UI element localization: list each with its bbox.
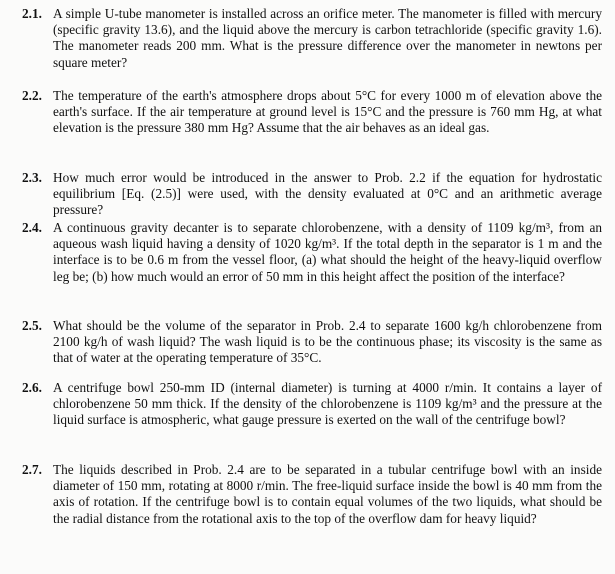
- problem-2-5: [22, 318, 602, 367]
- problem-text: How much error would be introduced in the answer to Prob. 2.2 if the equation for hydrostatic equilibrium [Eq. (2.5)] were used, with the density evaluated at 0°C and an arithmetic average pressure?: [53, 170, 602, 218]
- problem-number: 2.2.: [22, 88, 42, 103]
- problem-text: A simple U-tube manometer is installed across an orifice meter. The manometer is filled with mercury (specific gravity 13.6), and the liquid above the mercury is carbon tetrachloride (specific gravity 1.6). The manometer reads 200 mm. What is the pressure difference over the manometer in newtons per square meter?: [53, 6, 602, 70]
- problem-number: 2.4.: [22, 220, 42, 235]
- problem-number: 2.7.: [22, 462, 42, 477]
- problem-2-1: [22, 6, 602, 71]
- problem-text: A centrifuge bowl 250-mm ID (internal diameter) is turning at 4000 r/min. It contains a layer of chlorobenzene 50 mm thick. If the density of the chlorobenzene is 1109 kg/m³ and the pressure at the liquid surface is atmospheric, what gauge pressure is exerted on the wall of the centrifuge bowl?: [53, 380, 602, 428]
- problem-number: 2.3.: [22, 170, 42, 185]
- problem-text: What should be the volume of the separator in Prob. 2.4 to separate 1600 kg/h chlorobenzene from 2100 kg/h of wash liquid? The wash liquid is to be the continuous phase; its viscosity is the same as that of water at the operating temperature of 35°C.: [53, 318, 602, 366]
- problem-2-6: [22, 380, 602, 429]
- problem-text: The temperature of the earth's atmosphere drops about 5°C for every 1000 m of elevation above the earth's surface. If the air temperature at ground level is 15°C and the pressure is 760 mm Hg, at what elevation is the pressure 380 mm Hg? Assume that the air behaves as an ideal gas.: [53, 88, 602, 136]
- problem-2-4: [22, 220, 602, 285]
- problem-text: The liquids described in Prob. 2.4 are to be separated in a tubular centrifuge bowl with an inside diameter of 150 mm, rotating at 8000 r/min. The free-liquid surface inside the bowl is 40 mm from the axis of rotation. If the centrifuge bowl is to contain equal volumes of the two liquids, what should be the radial distance from the rotational axis to the top of the overflow dam for heavy liquid?: [53, 462, 602, 526]
- problem-2-3: [22, 170, 602, 219]
- problem-text: A continuous gravity decanter is to separate chlorobenzene, with a density of 1109 kg/m³, from an aqueous wash liquid having a density of 1020 kg/m³. If the total depth in the separator is 1 m and the interface is to be 0.6 m from the vessel floor, (a) what should the height of the heavy-liquid overflow leg be; (b) how much would an error of 50 mm in this height affect the position of the interface?: [53, 220, 602, 284]
- problem-number: 2.5.: [22, 318, 42, 333]
- problem-number: 2.6.: [22, 380, 42, 395]
- problem-2-7: [22, 462, 602, 527]
- problem-number: 2.1.: [22, 6, 42, 21]
- problem-2-2: [22, 88, 602, 137]
